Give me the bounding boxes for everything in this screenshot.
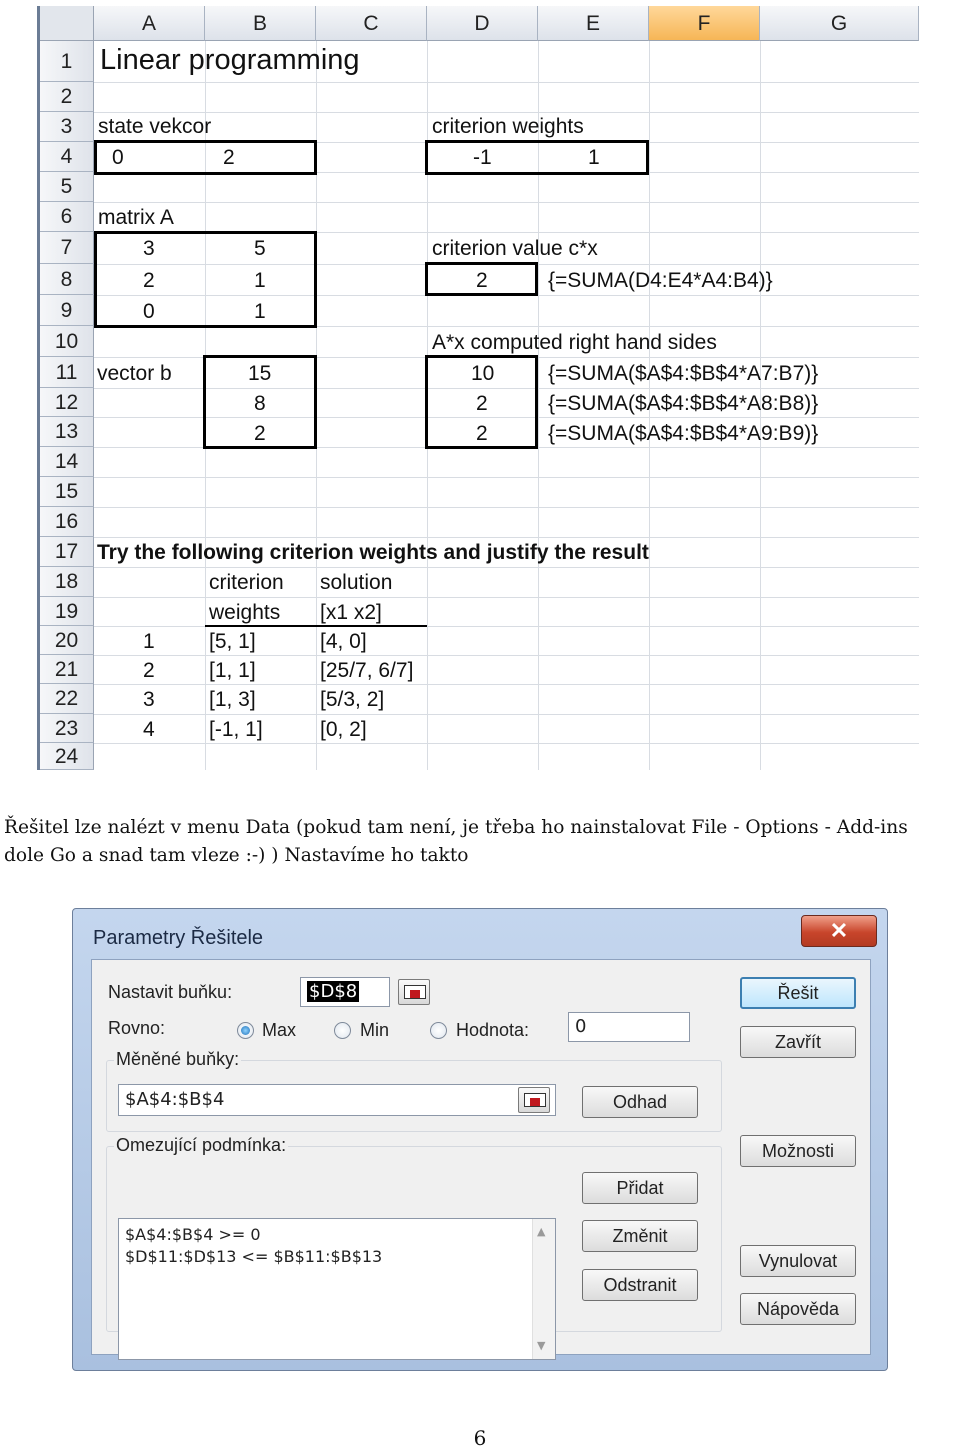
vector-b-label[interactable]: vector b [97,362,172,385]
constraints-scrollbar[interactable] [532,1219,555,1359]
close-button[interactable]: Zavřít [740,1026,856,1058]
table-header-weights[interactable]: weights [209,601,281,624]
weights-label[interactable]: criterion weights [432,115,584,138]
changing-cells-label: Měněné buňky: [116,1049,240,1069]
matrix-box [94,231,317,328]
table-header-criterion[interactable]: criterion [209,571,284,594]
paragraph-line-2: dole Go a snad tam vleze :-) ) Nastavíme ho takto [4,845,469,866]
row-header-13[interactable]: 13 [40,417,94,447]
column-header-c[interactable]: C [316,6,427,41]
table-row-1-n[interactable]: 1 [143,630,155,653]
row-header-1[interactable]: 1 [40,41,94,82]
options-button[interactable]: Možnosti [740,1135,856,1167]
collapse-dialog-icon[interactable] [398,979,430,1005]
close-icon[interactable]: ✕ [801,915,877,947]
scroll-up-icon[interactable]: ▲ [537,1225,546,1238]
gridline [94,714,919,715]
dialog-title: Parametry Řešitele [93,927,264,949]
dialog-client-area [91,959,871,1355]
collapse-dialog-icon[interactable] [518,1087,550,1113]
criterion-value-d8[interactable]: 2 [476,269,488,292]
gridline [94,112,919,113]
row-header-5[interactable]: 5 [40,172,94,202]
set-cell-value: $D$8 [309,981,358,1002]
row-header-24[interactable]: 24 [40,743,94,770]
table-row-3-w[interactable]: [1, 3] [209,688,256,711]
weight-value-d4[interactable]: -1 [473,146,492,169]
state-label[interactable]: state vekcor [98,115,212,138]
weight-value-e4[interactable]: 1 [588,146,600,169]
matrix-b7[interactable]: 5 [254,237,266,260]
rhs-label[interactable]: A*x computed right hand sides [432,331,717,354]
gridline [94,655,919,656]
help-button[interactable]: Nápověda [740,1293,856,1325]
table-row-2-s[interactable]: [25/7, 6/7] [320,659,414,682]
gridline [94,567,919,568]
gridline [94,477,919,478]
row-header-17[interactable]: 17 [40,537,94,567]
weights-box [425,140,649,175]
table-row-3-s[interactable]: [5/3, 2] [320,688,385,711]
vector-b-b13[interactable]: 2 [254,422,266,445]
row-header-11[interactable]: 11 [40,357,94,388]
computed-formula-13[interactable]: {=SUMA($A$4:$B$4*A9:B9)} [548,422,819,445]
matrix-b8[interactable]: 1 [254,269,266,292]
row-header-6[interactable]: 6 [40,202,94,232]
state-value-a4[interactable]: 0 [112,146,124,169]
gridline [94,537,919,538]
radio-min-label[interactable]: Min [360,1020,390,1040]
computed-d12[interactable]: 2 [476,392,488,415]
paragraph-line-1: Řešitel lze nalézt v menu Data (pokud tam není, je třeba ho nainstalovat File - Options - Add-ins [4,817,908,838]
computed-formula-12[interactable]: {=SUMA($A$4:$B$4*A8:B8)} [548,392,819,415]
column-header-g[interactable]: G [760,6,919,41]
radio-max-label[interactable]: Max [262,1020,297,1040]
column-header-e[interactable]: E [538,6,649,41]
column-header-b[interactable]: B [205,6,316,41]
table-header-x[interactable]: [x1 x2] [320,601,382,624]
constraints-label: Omezující podmínka: [116,1135,287,1155]
vector-b-b12[interactable]: 8 [254,392,266,415]
row-header-21[interactable]: 21 [40,655,94,684]
table-row-4-n[interactable]: 4 [143,718,155,741]
change-button[interactable]: Změnit [582,1220,698,1252]
add-button[interactable]: Přidat [582,1172,698,1204]
table-row-1-w[interactable]: [5, 1] [209,630,256,653]
table-row-4-w[interactable]: [-1, 1] [209,718,263,741]
radio-min[interactable] [334,1022,351,1039]
criterion-value-label[interactable]: criterion value c*x [432,237,598,260]
gridline [94,597,919,598]
gridline [94,82,919,83]
row-header-22[interactable]: 22 [40,684,94,714]
column-header-a[interactable]: A [94,6,205,41]
spreadsheet [40,6,919,770]
table-row-2-n[interactable]: 2 [143,659,155,682]
changing-cells-input[interactable]: $A$4:$B$4 [118,1084,556,1116]
row-header-18[interactable]: 18 [40,567,94,597]
row-header-12[interactable]: 12 [40,388,94,417]
constraints-list[interactable] [118,1218,556,1360]
guess-button[interactable]: Odhad [582,1086,698,1118]
row-header-19[interactable]: 19 [40,597,94,626]
body-paragraph [4,814,960,870]
scroll-down-icon[interactable]: ▼ [537,1339,546,1352]
gridline [94,684,919,685]
table-row-2-w[interactable]: [1, 1] [209,659,256,682]
solve-button[interactable]: Řešit [740,977,856,1009]
gridline [94,507,919,508]
row-header-10[interactable]: 10 [40,326,94,357]
table-row-4-s[interactable]: [0, 2] [320,718,367,741]
table-header-underline [205,625,427,627]
constraint-item-2[interactable]: $D$11:$D$13 <= $B$11:$B$13 [125,1247,383,1266]
row-header-8[interactable]: 8 [40,264,94,295]
table-header-solution[interactable]: solution [320,571,393,594]
matrix-a7[interactable]: 3 [143,237,155,260]
matrix-b9[interactable]: 1 [254,300,266,323]
value-input[interactable]: 0 [568,1012,690,1042]
column-header-d[interactable]: D [427,6,538,41]
row-header-2[interactable]: 2 [40,82,94,112]
state-vector-box [94,140,317,175]
delete-button[interactable]: Odstranit [582,1269,698,1301]
table-row-3-n[interactable]: 3 [143,688,155,711]
computed-d13[interactable]: 2 [476,422,488,445]
select-all-corner[interactable] [40,6,94,41]
row-header-9[interactable]: 9 [40,295,94,326]
matrix-label[interactable]: matrix A [98,206,174,229]
page-number: 6 [473,1426,487,1450]
task-heading[interactable]: Try the following criterion weights and justify the result [97,541,649,564]
gridline [94,202,919,203]
row-header-23[interactable]: 23 [40,714,94,743]
computed-formula-11[interactable]: {=SUMA($A$4:$B$4*A7:B7)} [548,362,819,385]
state-value-b4[interactable]: 2 [223,146,235,169]
row-header-20[interactable]: 20 [40,626,94,655]
gridline [94,743,919,744]
sheet-title[interactable]: Linear programming [100,44,360,76]
vector-b-b11[interactable]: 15 [248,362,272,385]
table-row-1-s[interactable]: [4, 0] [320,630,367,653]
computed-d11[interactable]: 10 [471,362,495,385]
matrix-a9[interactable]: 0 [143,300,155,323]
reset-button[interactable]: Vynulovat [740,1245,856,1277]
radio-value[interactable] [430,1022,447,1039]
matrix-a8[interactable]: 2 [143,269,155,292]
radio-max[interactable] [237,1022,254,1039]
row-header-15[interactable]: 15 [40,477,94,507]
set-cell-label: Nastavit buňku: [108,982,233,1002]
row-header-4[interactable]: 4 [40,142,94,172]
solver-dialog [72,908,888,1371]
row-header-3[interactable]: 3 [40,112,94,142]
constraint-item-1[interactable]: $A$4:$B$4 >= 0 [125,1225,261,1244]
row-header-16[interactable]: 16 [40,507,94,537]
equal-to-label: Rovno: [108,1018,166,1038]
row-header-14[interactable]: 14 [40,447,94,477]
row-header-7[interactable]: 7 [40,232,94,264]
criterion-formula[interactable]: {=SUMA(D4:E4*A4:B4)} [548,269,773,292]
set-cell-input[interactable] [300,977,390,1007]
column-header-f[interactable]: F [649,6,760,41]
radio-value-label[interactable]: Hodnota: [456,1020,530,1040]
